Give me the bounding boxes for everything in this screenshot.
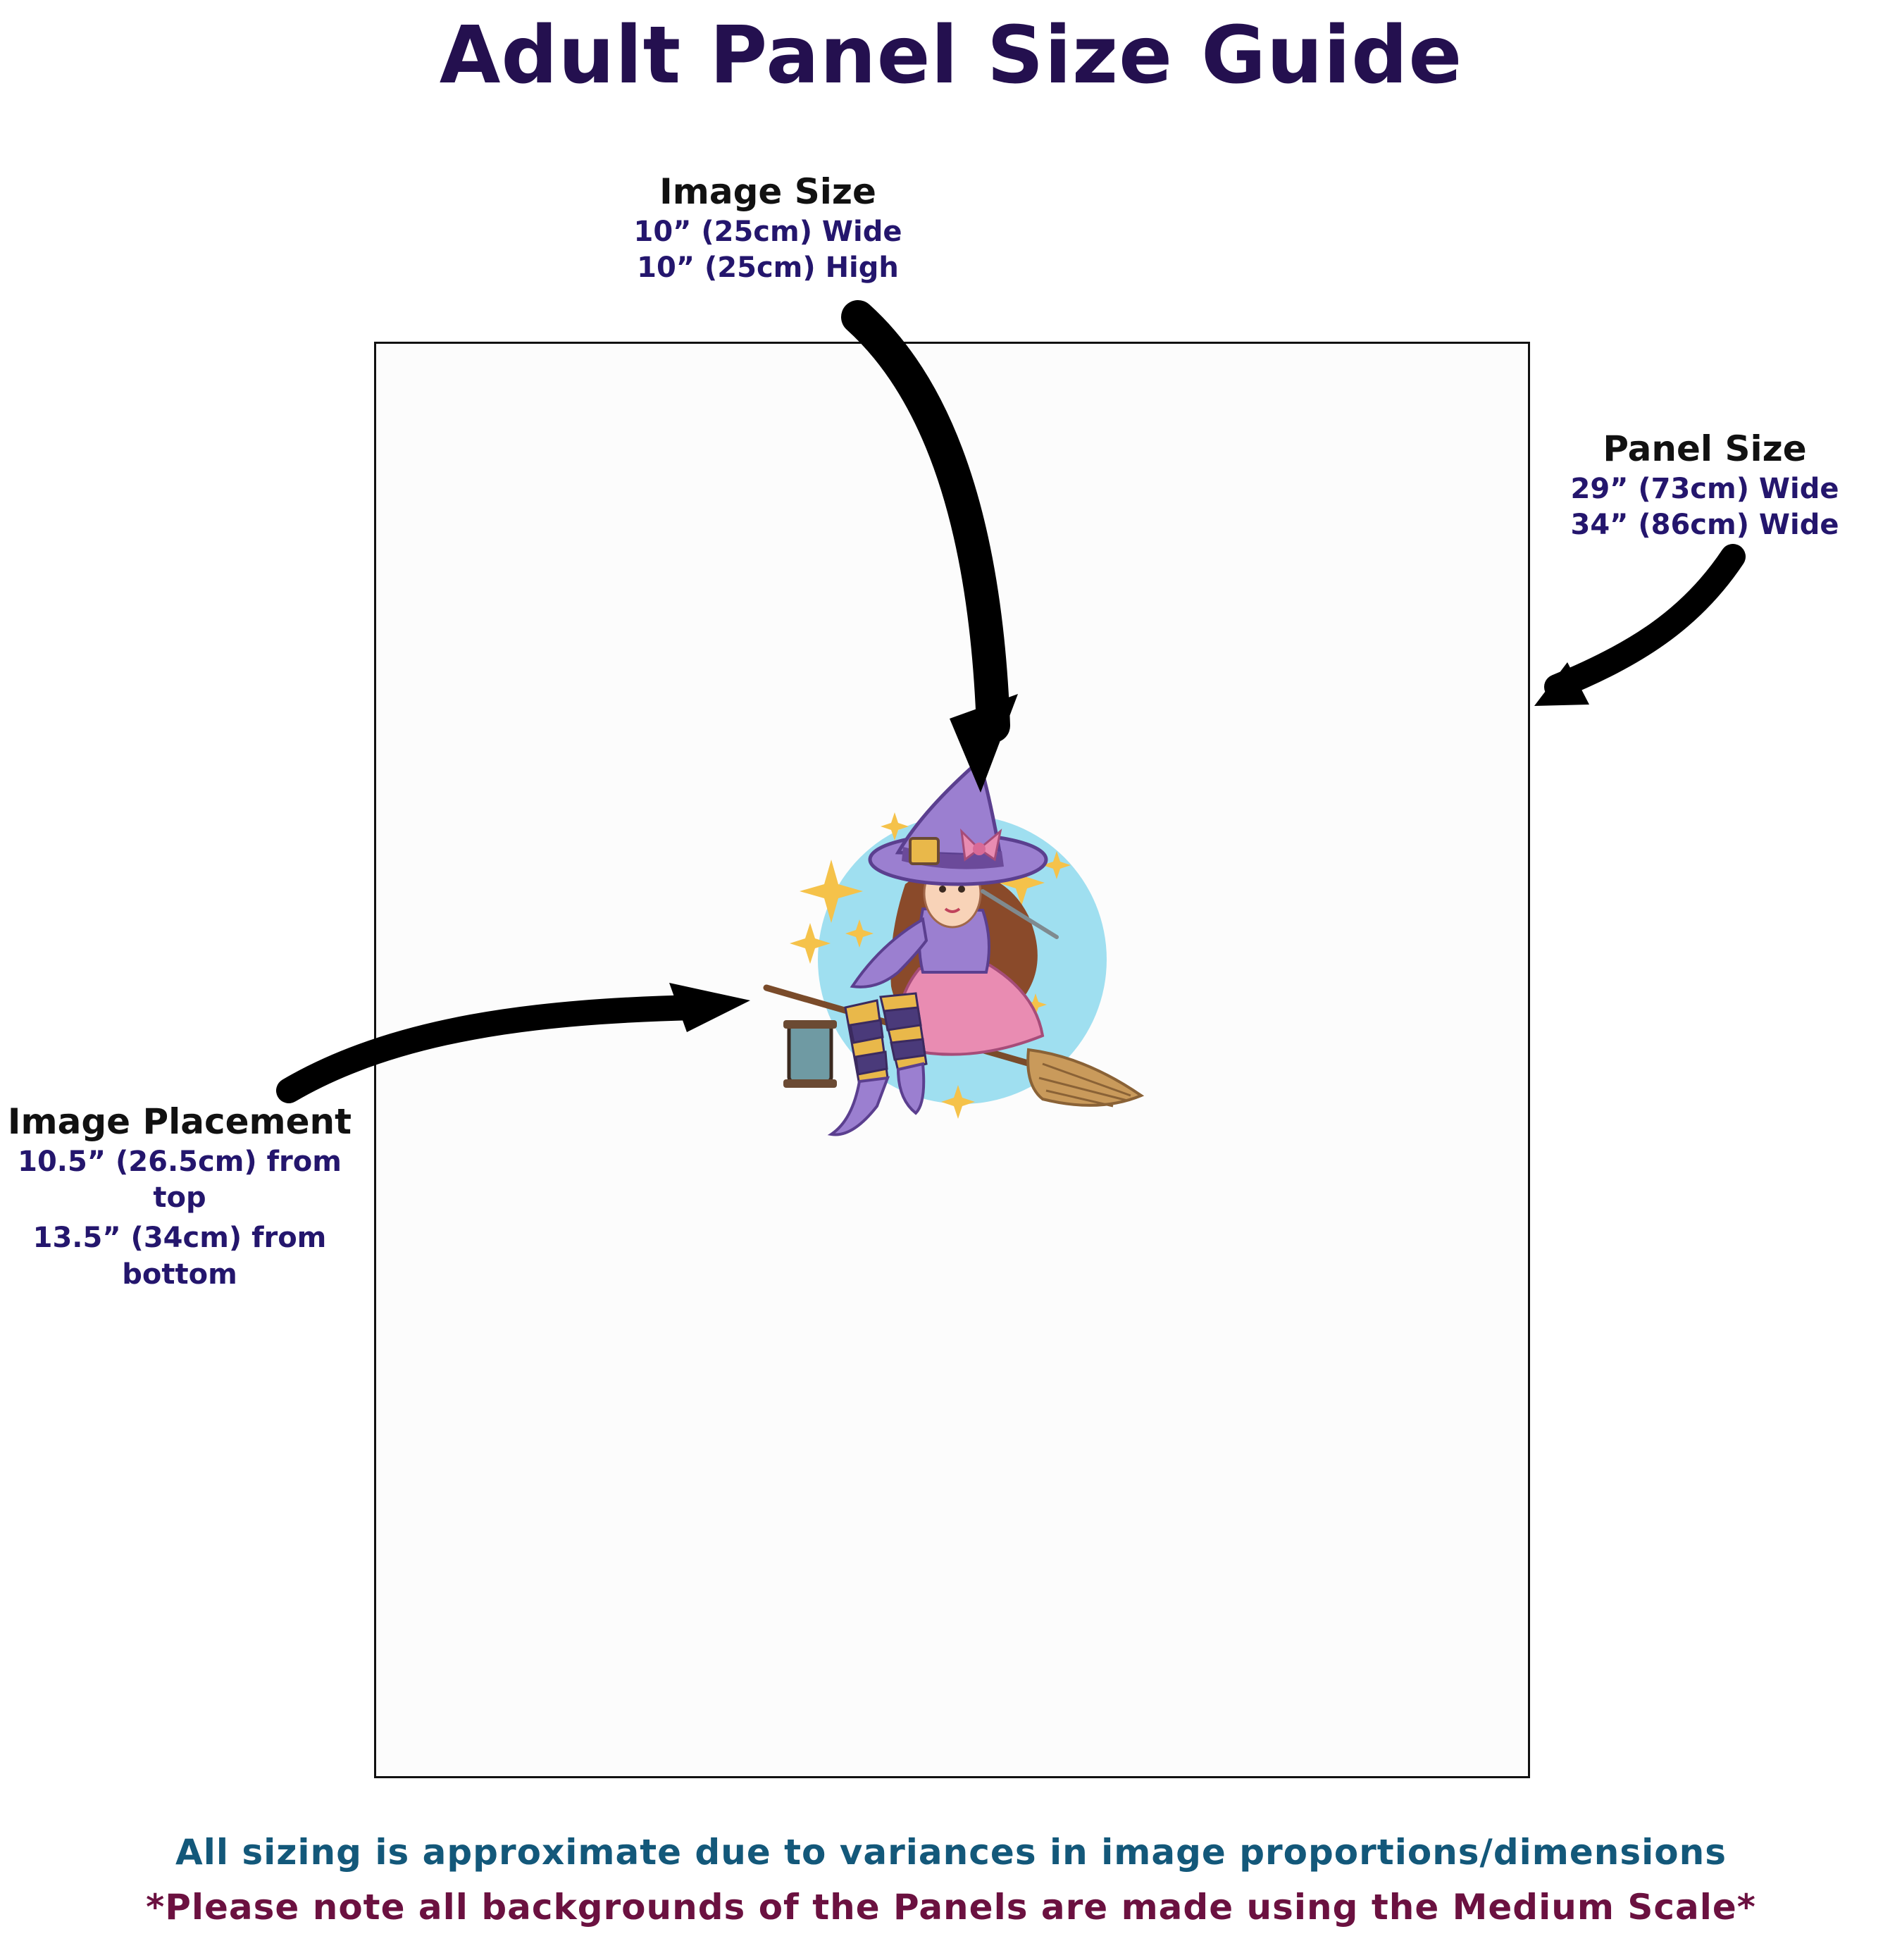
image-placement-label bbox=[0, 1099, 359, 1293]
image-placement-top-line2: top bbox=[153, 1181, 206, 1215]
image-size-label bbox=[620, 169, 916, 286]
image-size-height: 10” (25cm) High bbox=[637, 252, 899, 285]
image-size-arrow-head bbox=[950, 694, 1018, 793]
image-placement-arrow bbox=[289, 1007, 697, 1091]
panel-size-label bbox=[1557, 426, 1853, 543]
background-disclaimer: *Please note all backgrounds of the Panels are made using the Medium Scale* bbox=[146, 1887, 1756, 1928]
panel-size-length: 34” (86cm) Wide bbox=[1570, 509, 1839, 542]
image-placement-arrow-head bbox=[669, 983, 750, 1032]
sizing-note: All sizing is approximate due to variances in image proportions/dimensions bbox=[175, 1832, 1727, 1873]
image-size-width: 10” (25cm) Wide bbox=[633, 216, 902, 248]
panel-size-width: 29” (73cm) Wide bbox=[1570, 473, 1839, 505]
image-placement-bottom-line2: bottom bbox=[122, 1258, 237, 1291]
image-placement-top-line1: 10.5” (26.5cm) from bbox=[18, 1146, 342, 1178]
panel-size-arrow bbox=[1557, 557, 1733, 687]
page-title: Adult Panel Size Guide bbox=[439, 10, 1463, 101]
image-placement-heading: Image Placement bbox=[7, 1101, 352, 1142]
image-size-heading: Image Size bbox=[659, 171, 876, 212]
image-size-arrow bbox=[858, 317, 993, 726]
image-placement-bottom-line1: 13.5” (34cm) from bbox=[32, 1222, 327, 1255]
panel-size-heading: Panel Size bbox=[1603, 428, 1807, 469]
